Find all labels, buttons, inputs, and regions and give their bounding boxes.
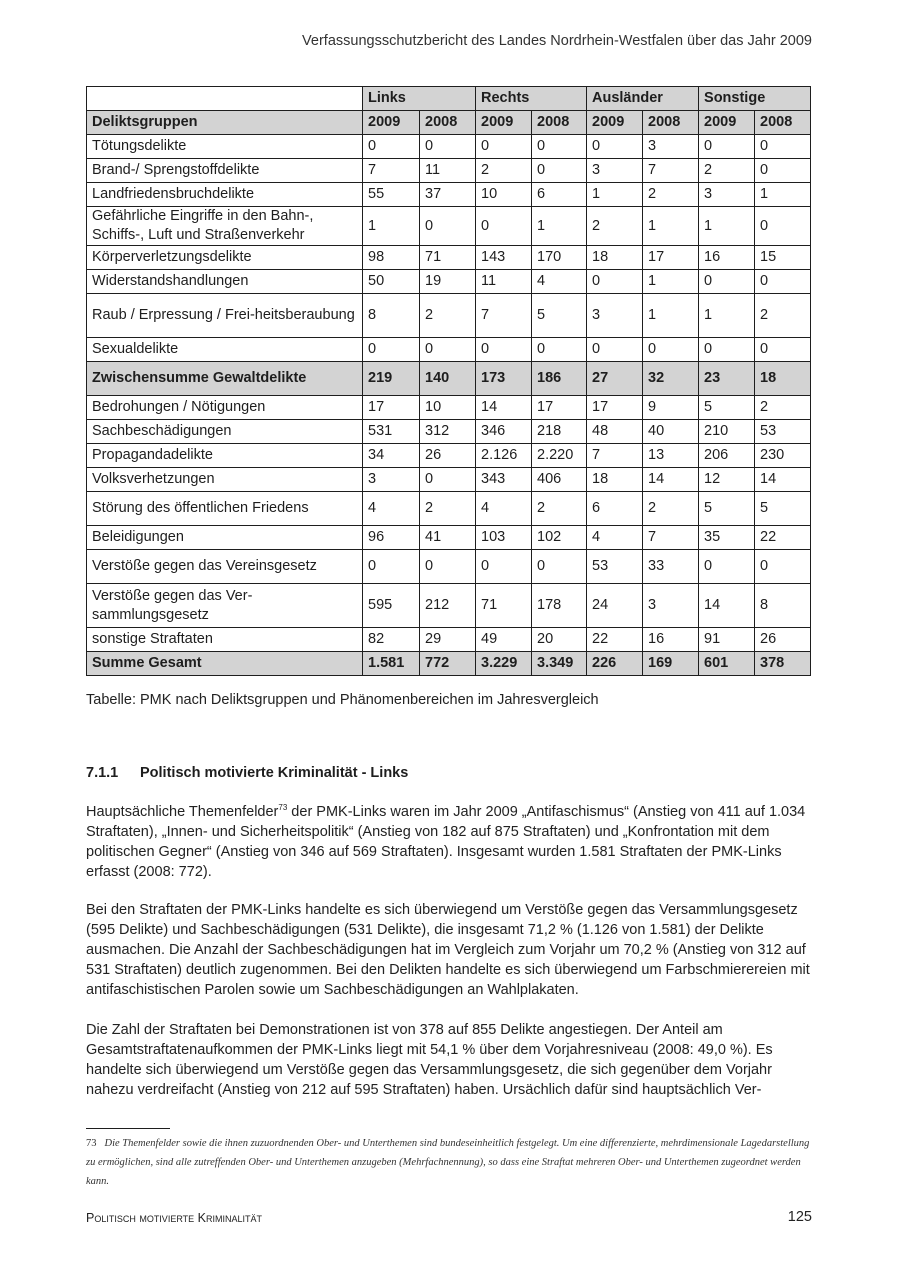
- cell-auslaender-2008: 13: [643, 444, 699, 468]
- cell-sonstige-2009: 23: [699, 362, 755, 396]
- cell-rechts-2009: 173: [476, 362, 532, 396]
- cell-auslaender-2009: 18: [587, 468, 643, 492]
- cell-rechts-2008: 2.220: [532, 444, 587, 468]
- cell-links-2009: 7: [363, 159, 420, 183]
- cell-auslaender-2008: 169: [643, 652, 699, 676]
- row-label: Störung des öffentlichen Friedens: [87, 492, 363, 526]
- cell-rechts-2009: 0: [476, 338, 532, 362]
- cell-sonstige-2008: 18: [755, 362, 811, 396]
- cell-rechts-2008: 186: [532, 362, 587, 396]
- cell-rechts-2009: 0: [476, 135, 532, 159]
- cell-links-2008: 29: [420, 628, 476, 652]
- cell-auslaender-2008: 2: [643, 183, 699, 207]
- cell-auslaender-2008: 0: [643, 338, 699, 362]
- cell-sonstige-2009: 1: [699, 294, 755, 338]
- cell-links-2009: 219: [363, 362, 420, 396]
- cell-auslaender-2008: 9: [643, 396, 699, 420]
- cell-rechts-2008: 218: [532, 420, 587, 444]
- cell-links-2009: 595: [363, 584, 420, 628]
- cell-rechts-2008: 2: [532, 492, 587, 526]
- cell-links-2009: 8: [363, 294, 420, 338]
- cell-sonstige-2009: 210: [699, 420, 755, 444]
- row-label: Landfriedensbruchdelikte: [87, 183, 363, 207]
- cell-rechts-2008: 3.349: [532, 652, 587, 676]
- row-label: Summe Gesamt: [87, 652, 363, 676]
- row-label: Verstöße gegen das Ver-sammlungsgesetz: [87, 584, 363, 628]
- cell-links-2008: 0: [420, 550, 476, 584]
- group-header-rechts: Rechts: [476, 87, 587, 111]
- table-row: [87, 420, 811, 444]
- cell-sonstige-2009: 0: [699, 135, 755, 159]
- cell-sonstige-2008: 14: [755, 468, 811, 492]
- table-row: [87, 444, 811, 468]
- table-row: [87, 159, 811, 183]
- cell-sonstige-2008: 5: [755, 492, 811, 526]
- paragraph-1: [86, 802, 812, 882]
- row-label: Gefährliche Eingriffe in den Bahn-, Schiffs-, Luft und Straßenverkehr: [87, 207, 363, 246]
- cell-sonstige-2009: 1: [699, 207, 755, 246]
- cell-links-2008: 11: [420, 159, 476, 183]
- footnote-reference: 73: [278, 803, 288, 812]
- cell-rechts-2008: 170: [532, 246, 587, 270]
- row-label: Widerstandshandlungen: [87, 270, 363, 294]
- row-label: Tötungsdelikte: [87, 135, 363, 159]
- cell-rechts-2009: 346: [476, 420, 532, 444]
- cell-rechts-2009: 49: [476, 628, 532, 652]
- running-header: Verfassungsschutzbericht des Landes Nordrhein-Westfalen über das Jahr 2009: [302, 33, 812, 49]
- cell-sonstige-2008: 26: [755, 628, 811, 652]
- cell-links-2009: 0: [363, 135, 420, 159]
- row-label: Sexualdelikte: [87, 338, 363, 362]
- column-header-deliktsgruppen: Deliktsgruppen: [87, 111, 363, 135]
- row-label: Brand-/ Sprengstoffdelikte: [87, 159, 363, 183]
- cell-links-2009: 55: [363, 183, 420, 207]
- footnote-separator: [86, 1128, 170, 1129]
- cell-auslaender-2009: 226: [587, 652, 643, 676]
- cell-auslaender-2008: 1: [643, 207, 699, 246]
- row-label: Volksverhetzungen: [87, 468, 363, 492]
- row-label: Zwischensumme Gewaltdelikte: [87, 362, 363, 396]
- cell-rechts-2008: 4: [532, 270, 587, 294]
- cell-links-2008: 2: [420, 294, 476, 338]
- cell-links-2008: 19: [420, 270, 476, 294]
- cell-sonstige-2009: 5: [699, 492, 755, 526]
- column-header-links-2009: 2009: [363, 111, 420, 135]
- row-label: Raub / Erpressung / Frei-heitsberaubung: [87, 294, 363, 338]
- column-header-links-2008: 2008: [420, 111, 476, 135]
- cell-links-2008: 2: [420, 492, 476, 526]
- cell-sonstige-2009: 601: [699, 652, 755, 676]
- table-subtotal-row: [87, 362, 811, 396]
- cell-links-2008: 772: [420, 652, 476, 676]
- cell-rechts-2008: 5: [532, 294, 587, 338]
- table-row: [87, 584, 811, 628]
- cell-sonstige-2008: 0: [755, 135, 811, 159]
- cell-auslaender-2008: 2: [643, 492, 699, 526]
- cell-rechts-2008: 178: [532, 584, 587, 628]
- footnote-text: Die Themenfelder sowie die ihnen zuzuordnenden Ober- und Unterthemen sind bundeseinheitlich festgelegt. Um eine differenzierte, mehrdimensionale Lagedarstellung zu ermöglichen, sind alle zutreffenden Ober- und Unterthemen anzugeben (Mehrfachnennung), so dass eine Straftat mehreren Ober- und Unterthemen zugeordnet werden kann.: [86, 1138, 810, 1187]
- cell-auslaender-2008: 3: [643, 584, 699, 628]
- cell-auslaender-2009: 1: [587, 183, 643, 207]
- cell-sonstige-2009: 0: [699, 550, 755, 584]
- table-row: [87, 468, 811, 492]
- table-row: [87, 628, 811, 652]
- column-header-rechts-2008: 2008: [532, 111, 587, 135]
- cell-links-2008: 0: [420, 338, 476, 362]
- cell-auslaender-2009: 48: [587, 420, 643, 444]
- section-heading: [86, 765, 408, 781]
- cell-rechts-2009: 2: [476, 159, 532, 183]
- cell-sonstige-2009: 5: [699, 396, 755, 420]
- cell-rechts-2009: 143: [476, 246, 532, 270]
- cell-links-2009: 0: [363, 550, 420, 584]
- section-title: Politisch motivierte Kriminalität - Links: [140, 765, 409, 781]
- cell-rechts-2009: 7: [476, 294, 532, 338]
- group-header-auslaender: Ausländer: [587, 87, 699, 111]
- paragraph-2: Bei den Straftaten der PMK-Links handelte es sich überwiegend um Verstöße gegen das Versammlungsgesetz (595 Delikte) und Sachbeschädigungen (531 Delikte), die insgesamt 71,2 % (1.126 von 1.581) der Delikte ausmachen. Die Anzahl der Sachbeschädigungen hat im Vergleich zum Vorjahr um 70,2 % (Anstieg von 312 auf 531 Straftaten) deutlich zugenommen. Bei den Delikten handelte es sich überwiegend um Farbschmierereien mit antifaschistischen Parolen sowie um Sachbeschädigungen an Wahlplakaten.: [86, 902, 810, 998]
- cell-sonstige-2008: 0: [755, 270, 811, 294]
- cell-sonstige-2009: 16: [699, 246, 755, 270]
- cell-sonstige-2009: 0: [699, 338, 755, 362]
- cell-sonstige-2008: 1: [755, 183, 811, 207]
- cell-auslaender-2009: 0: [587, 270, 643, 294]
- cell-sonstige-2008: 0: [755, 207, 811, 246]
- row-label: Beleidigungen: [87, 526, 363, 550]
- cell-rechts-2009: 0: [476, 550, 532, 584]
- cell-links-2009: 82: [363, 628, 420, 652]
- table-row: [87, 396, 811, 420]
- cell-sonstige-2009: 0: [699, 270, 755, 294]
- cell-auslaender-2008: 7: [643, 526, 699, 550]
- cell-rechts-2009: 10: [476, 183, 532, 207]
- cell-auslaender-2009: 27: [587, 362, 643, 396]
- cell-links-2009: 17: [363, 396, 420, 420]
- table-total-row: [87, 652, 811, 676]
- column-header-auslaender-2009: 2009: [587, 111, 643, 135]
- paragraph-3: Die Zahl der Straftaten bei Demonstrationen ist von 378 auf 855 Delikte angestiegen. Der Anteil am Gesamtstraftatenaufkommen der PMK-Links liegt mit 54,1 % über dem Vorjahresniveau (2008: 49,0 %). Es handelte sich überwiegend um Verstöße gegen das Versammlungsgesetz, die sich gegenüber dem Vorjahr nahezu verdreifacht (Anstieg von 212 auf 595 Straftaten) haben. Ursächlich dafür sind hauptsächlich Ver-: [86, 1022, 773, 1098]
- cell-auslaender-2009: 6: [587, 492, 643, 526]
- cell-auslaender-2009: 18: [587, 246, 643, 270]
- cell-links-2009: 3: [363, 468, 420, 492]
- cell-auslaender-2008: 32: [643, 362, 699, 396]
- cell-links-2008: 140: [420, 362, 476, 396]
- cell-links-2008: 0: [420, 207, 476, 246]
- cell-sonstige-2008: 378: [755, 652, 811, 676]
- cell-auslaender-2008: 16: [643, 628, 699, 652]
- table-body: [87, 87, 811, 676]
- cell-rechts-2008: 0: [532, 550, 587, 584]
- row-label: Verstöße gegen das Vereinsgesetz: [87, 550, 363, 584]
- cell-sonstige-2008: 53: [755, 420, 811, 444]
- cell-auslaender-2008: 14: [643, 468, 699, 492]
- cell-auslaender-2008: 7: [643, 159, 699, 183]
- cell-links-2008: 37: [420, 183, 476, 207]
- group-header-empty: [87, 87, 363, 111]
- cell-auslaender-2008: 33: [643, 550, 699, 584]
- footnote-number: 73: [86, 1138, 97, 1149]
- cell-auslaender-2008: 3: [643, 135, 699, 159]
- cell-links-2009: 4: [363, 492, 420, 526]
- cell-sonstige-2009: 12: [699, 468, 755, 492]
- running-footer: Politisch motivierte Kriminalität: [86, 1211, 262, 1225]
- cell-auslaender-2009: 0: [587, 135, 643, 159]
- cell-rechts-2009: 343: [476, 468, 532, 492]
- cell-sonstige-2008: 2: [755, 294, 811, 338]
- cell-auslaender-2009: 3: [587, 159, 643, 183]
- group-header-links: Links: [363, 87, 476, 111]
- group-header-sonstige: Sonstige: [699, 87, 811, 111]
- cell-rechts-2008: 0: [532, 135, 587, 159]
- cell-links-2008: 0: [420, 468, 476, 492]
- cell-sonstige-2009: 91: [699, 628, 755, 652]
- table-row: [87, 492, 811, 526]
- cell-rechts-2009: 11: [476, 270, 532, 294]
- cell-sonstige-2008: 0: [755, 550, 811, 584]
- cell-sonstige-2008: 0: [755, 338, 811, 362]
- cell-rechts-2009: 0: [476, 207, 532, 246]
- paragraph-1-rest: der PMK-Links waren im Jahr 2009 „Antifaschismus“ (Anstieg von 411 auf 1.034 Straftaten), „Innen- und Sicherheitspolitik“ (Anstieg von 182 auf 875 Straftaten) und „Konfrontation mit dem politischen Gegner“ (Anstieg von 346 auf 569 Straftaten). Insgesamt wurden 1.581 Straftaten der PMK-Links erfasst (2008: 772).: [86, 804, 806, 880]
- cell-rechts-2008: 6: [532, 183, 587, 207]
- cell-auslaender-2008: 17: [643, 246, 699, 270]
- cell-sonstige-2008: 15: [755, 246, 811, 270]
- cell-auslaender-2009: 22: [587, 628, 643, 652]
- table-row: [87, 294, 811, 338]
- cell-rechts-2008: 102: [532, 526, 587, 550]
- cell-links-2008: 10: [420, 396, 476, 420]
- cell-links-2008: 0: [420, 135, 476, 159]
- cell-auslaender-2009: 53: [587, 550, 643, 584]
- cell-rechts-2009: 103: [476, 526, 532, 550]
- cell-auslaender-2009: 7: [587, 444, 643, 468]
- cell-sonstige-2009: 2: [699, 159, 755, 183]
- cell-auslaender-2009: 4: [587, 526, 643, 550]
- cell-sonstige-2009: 3: [699, 183, 755, 207]
- cell-sonstige-2008: 230: [755, 444, 811, 468]
- cell-auslaender-2009: 2: [587, 207, 643, 246]
- section-number: 7.1.1: [86, 765, 119, 781]
- cell-links-2008: 312: [420, 420, 476, 444]
- cell-rechts-2009: 2.126: [476, 444, 532, 468]
- table-caption: Tabelle: PMK nach Deliktsgruppen und Phänomenbereichen im Jahresvergleich: [86, 692, 599, 708]
- cell-links-2008: 26: [420, 444, 476, 468]
- table-row: [87, 183, 811, 207]
- cell-links-2008: 212: [420, 584, 476, 628]
- cell-links-2009: 98: [363, 246, 420, 270]
- cell-rechts-2008: 406: [532, 468, 587, 492]
- table-row: [87, 526, 811, 550]
- table-row: [87, 135, 811, 159]
- cell-auslaender-2009: 24: [587, 584, 643, 628]
- row-label: Bedrohungen / Nötigungen: [87, 396, 363, 420]
- table-row: [87, 270, 811, 294]
- cell-rechts-2008: 1: [532, 207, 587, 246]
- cell-links-2009: 50: [363, 270, 420, 294]
- row-label: Propagandadelikte: [87, 444, 363, 468]
- cell-links-2009: 531: [363, 420, 420, 444]
- page-number: 125: [787, 1209, 812, 1225]
- cell-auslaender-2009: 17: [587, 396, 643, 420]
- cell-auslaender-2008: 1: [643, 270, 699, 294]
- crime-statistics-table: [86, 86, 811, 676]
- cell-sonstige-2008: 22: [755, 526, 811, 550]
- row-label: Sachbeschädigungen: [87, 420, 363, 444]
- cell-sonstige-2009: 35: [699, 526, 755, 550]
- cell-links-2009: 1: [363, 207, 420, 246]
- table-row: [87, 338, 811, 362]
- cell-rechts-2008: 0: [532, 338, 587, 362]
- cell-rechts-2009: 14: [476, 396, 532, 420]
- table-year-header-row: [87, 111, 811, 135]
- column-header-sonstige-2008: 2008: [755, 111, 811, 135]
- cell-links-2009: 34: [363, 444, 420, 468]
- row-label: sonstige Straftaten: [87, 628, 363, 652]
- cell-rechts-2008: 20: [532, 628, 587, 652]
- footnote: [86, 1134, 812, 1191]
- cell-auslaender-2009: 3: [587, 294, 643, 338]
- cell-auslaender-2008: 1: [643, 294, 699, 338]
- table-row: [87, 207, 811, 246]
- table-group-header-row: [87, 87, 811, 111]
- table-row: [87, 550, 811, 584]
- row-label: Körperverletzungsdelikte: [87, 246, 363, 270]
- cell-links-2009: 0: [363, 338, 420, 362]
- cell-rechts-2009: 3.229: [476, 652, 532, 676]
- cell-rechts-2009: 71: [476, 584, 532, 628]
- cell-auslaender-2008: 40: [643, 420, 699, 444]
- cell-sonstige-2008: 0: [755, 159, 811, 183]
- cell-rechts-2009: 4: [476, 492, 532, 526]
- column-header-sonstige-2009: 2009: [699, 111, 755, 135]
- cell-sonstige-2009: 14: [699, 584, 755, 628]
- cell-rechts-2008: 17: [532, 396, 587, 420]
- column-header-auslaender-2008: 2008: [643, 111, 699, 135]
- cell-rechts-2008: 0: [532, 159, 587, 183]
- cell-sonstige-2008: 2: [755, 396, 811, 420]
- cell-sonstige-2009: 206: [699, 444, 755, 468]
- cell-links-2008: 71: [420, 246, 476, 270]
- table-row: [87, 246, 811, 270]
- cell-links-2008: 41: [420, 526, 476, 550]
- cell-auslaender-2009: 0: [587, 338, 643, 362]
- cell-links-2009: 96: [363, 526, 420, 550]
- cell-links-2009: 1.581: [363, 652, 420, 676]
- paragraph-1-start: Hauptsächliche Themenfelder: [86, 804, 279, 820]
- column-header-rechts-2009: 2009: [476, 111, 532, 135]
- cell-sonstige-2008: 8: [755, 584, 811, 628]
